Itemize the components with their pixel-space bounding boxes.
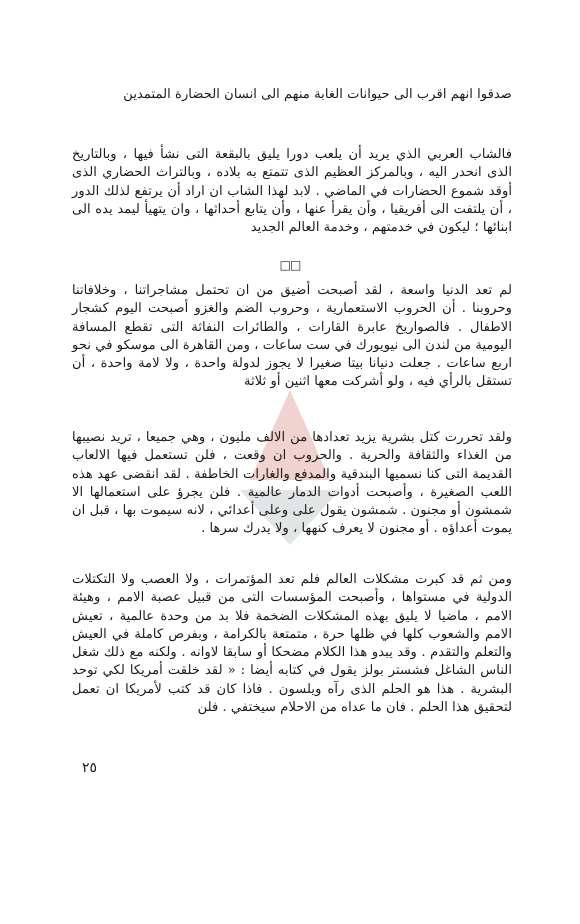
paragraph-arab-youth: فالشاب العربي الذي يريد أن يلعب دورا يليق بالبقعة التى نشأ فيها ، وبالتاريخ الذى انحدر اليه ، وبالمركز العظيم الذى تتمتع به بلاده ، وبالتراث الحضاري الذى أوقد شموع الحضارات في الماضي . لابد لهذا الشاب ان اراد أن يرتفع لذلك الدور ، أن يلتفت الى أفريقيا ، وأن يقرأ عنها ، وأن يتابع أحداثها ، وان يتهيأ ليمد يده الى ابنائها ؛ ليكون في خدمتهم ، وخدمة العالم الجديد: [72, 147, 512, 236]
paragraph-world-unity: ومن ثم قد كبرت مشكلات العالم فلم تعد المؤتمرات ، ولا العصب ولا التكتلات الدولية في مستواها ، وأصبحت المؤسسات التى من قبيل عصبة الامم ، وهيئة الامم ، ماضيا لا يليق بهذه المشكلات الضخمة فلا بد من وحدة عالمية ، تعيش الامم والشعوب كلها في ظلها حرة ، متمتعة بالكرامة ، وبفرص كاملة في العيش والتعلم والتقدم . وقد يبدو هذا الكلام مضحكا أو سابقا لاوانه . ولكنه مع ذلك شغل الناس الشاغل فشستر بولز يقول في كتابه أيضا : « لقد خلقت أمريكا لكي توحد البشرية . هذا هو الحلم الذى رآه ويلسون . فاذا كان قد كتب لأمريكا ان تعمل لتحقيق هذا الحلم . فان ما عداه من الاحلام سيختفي . فلن: [72, 572, 512, 716]
paragraph-continuation: صدقوا انهم اقرب الى حيوانات الغابة منهم الى انسان الحضارة المتمدين: [123, 87, 512, 102]
section-divider: □□: [279, 258, 301, 272]
page-number: ٢٥: [82, 760, 98, 776]
paragraph-liberation: ولقد تحررت كتل بشرية يزيد تعدادها من الالف مليون ، وهي جميعا ، تريد نصيبها من الغذاء والثقافة والحرية . والحروب ان وقعت ، فلن تستعمل فيها الالعاب القديمة التى كنا نسميها البندقية والمدفع والغارات الخاطفة . لقد انقضى عهد هذه اللعب الصغيرة ، وأصبحت أدوات الدمار عالمية . فلن يجرؤ على استعمالها الا شمشون أو مجنون . شمشون يقول على وعلى أعدائي ، لانه سيموت بها ، قبل ان يموت أعداؤه . أو مجنون لا يعرف كنهها ، ولا يدرك سرها .: [72, 430, 512, 537]
paragraph-small-world: لم تعد الدنيا واسعة ، لقد أصبحت أضيق من ان تحتمل مشاجراتنا ، وخلافاتنا وحروبنا . أن الحروب الاستعمارية ، وحروب الضم والغزو أصبحت اليوم كشجار الاطفال . فالصواريخ عابرة القارات ، والطائرات النفاثة التى تقطع المسافة اليومية من لندن الى نيويورك في ست ساعات ، ومن القاهرة الى موسكو في نحو اربع ساعات . جعلت دنيانا بيتا صغيرا لا يجوز لدولة واحدة ، ولا لامة واحدة ، أن تستقل بالرأي فيه ، ولو أشركت معها اثنين أو ثلاثة: [72, 283, 512, 390]
